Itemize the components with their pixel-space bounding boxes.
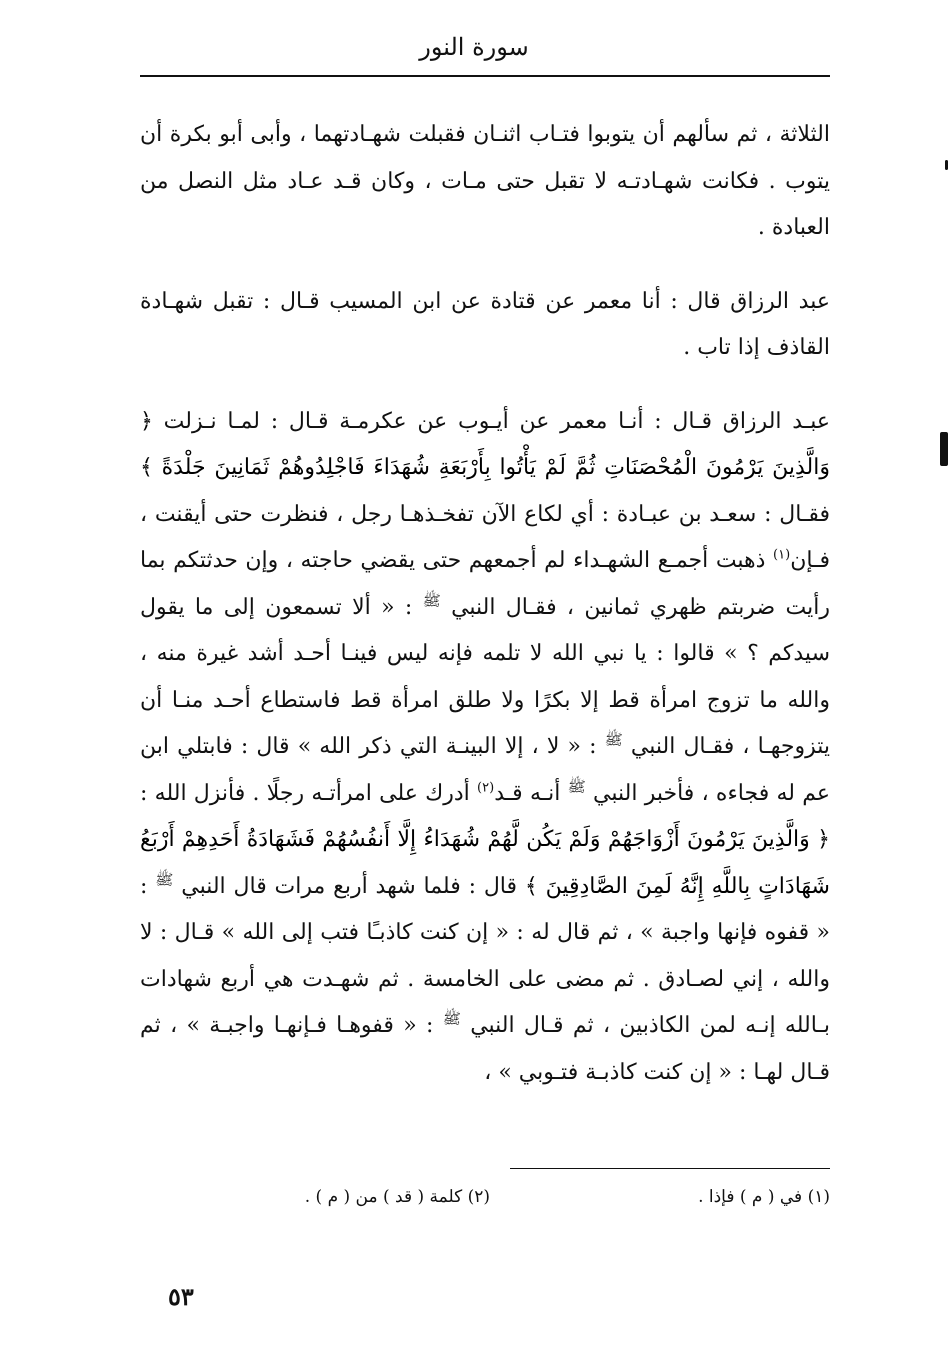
salutation-glyph: ﷺ <box>567 777 586 796</box>
text-segment: أدرك على امرأتـه رجلًا . فأنزل الله : <box>140 780 470 806</box>
salutation-glyph: ﷺ <box>422 591 441 610</box>
scan-edge-mark <box>940 432 948 466</box>
paragraph-1: الثلاثة ، ثم سألهم أن يتوبوا فتـاب اثنـان فقبلت شهـادتهما ، وأبى أبو بكرة أن يتوب . فكانت شهـادتـه لا تقبل حتى مـات ، وكان قـد عـاد مثل النصل من العبادة . <box>140 122 830 240</box>
text-segment: : « لا ، إلا البينـة التي ذكر الله » قال : فابتلي ابن عم له فجاءه ، فأخبر النبي <box>140 734 830 806</box>
quran-verse-1: ﴿ وَالَّذِينَ يَرْمُونَ الْمُحْصَنَاتِ ثُمَّ لَمْ يَأْتُوا بِأَرْبَعَةِ شُهَدَاءَ فَاجْلِدُوهُمْ ثَمَانِينَ جَلْدَةً ﴾ <box>140 408 830 480</box>
footnotes <box>140 1184 830 1210</box>
paragraph-gap <box>140 372 830 399</box>
text-segment: عبـد الرزاق قـال : أنـا معمر عن أيـوب عن عكرمـة قـال : لمـا نـزلت <box>163 408 831 434</box>
text-segment: : « قفوه فإنها واجبة » ، ثم قال له : « إن كنت كاذبـًا فتب إلى الله » قـال : لا والله ، إني لصـادق . ثم مضى على الخامسة . ثم شهـدت هي أربع شهادات بـالله إنـه لمن الكاذبين ، ثم قـال النبي <box>140 873 830 1038</box>
text-segment: : « قفوهـا فـإنهـا واجبـة » ، ثم قـال لهـا : « إن كنت كاذبـة فتـوبي » ، <box>140 1013 830 1085</box>
paragraph-gap <box>140 252 830 279</box>
quran-verse-2: ﴿ وَالَّذِينَ يَرْمُونَ أَزْوَاجَهُمْ وَلَمْ يَكُن لَّهُمْ شُهَدَاءُ إِلَّا أَنفُسُهُمْ فَشَهَادَةُ أَحَدِهِمْ أَرْبَعُ شَهَادَاتٍ بِاللَّهِ إِنَّهُ لَمِنَ الصَّادِقِينَ ﴾ <box>140 827 830 899</box>
salutation-glyph: ﷺ <box>442 1009 461 1028</box>
text-segment: أنـه قـد <box>494 780 561 806</box>
main-text <box>140 112 830 1096</box>
text-segment: : « ألا تسمعون إلى ما يقول سيدكم ؟ » قالوا : يا نبي الله لا تلمه فإنه ليس فينـا أحـد أشد غيرة منه ، والله ما تزوج امرأة قط إلا بكرًا ولا طلق امرأة قط فاستطاع أحـد منـا أن يتزوجهـا ، فقـال النبي <box>140 594 830 759</box>
page-header-title: سورة النور <box>419 33 529 61</box>
footnote-2: (٢) كلمة ( قد ) من ( م ) . <box>304 1187 490 1207</box>
footnote-1: (١) في ( م ) فإذا . <box>698 1187 830 1207</box>
text-segment: ذهبت أجمـع الشهـداء لم أجمعهم حتى يقضي حاجته ، وإن حدثتكم بما رأيت ضربتم ظهري ثمانين ، فقـال النبي <box>140 548 831 620</box>
header-divider <box>140 75 830 77</box>
salutation-glyph: ﷺ <box>604 730 623 749</box>
paragraph-3 <box>140 399 830 1097</box>
footnote-marker-2: (٢) <box>477 780 495 796</box>
footnote-marker-1: (١) <box>773 547 791 563</box>
footnote-divider <box>510 1168 830 1169</box>
text-segment: فقـال : سعـد بن عبـادة : أي لكاع الآن تفخـذهـا رجل ، فنظرت حتى أيقنت ، فـإن <box>140 501 831 573</box>
text-segment: قال : فلما شهد أربع مرات قال النبي <box>181 873 518 899</box>
salutation-glyph: ﷺ <box>155 870 174 889</box>
paragraph-2: عبد الرزاق قال : أنا معمر عن قتادة عن ابن المسيب قـال : تقبل شهـادة القاذف إذا تاب . <box>140 288 830 360</box>
page-number: ٥٣ <box>168 1282 194 1311</box>
